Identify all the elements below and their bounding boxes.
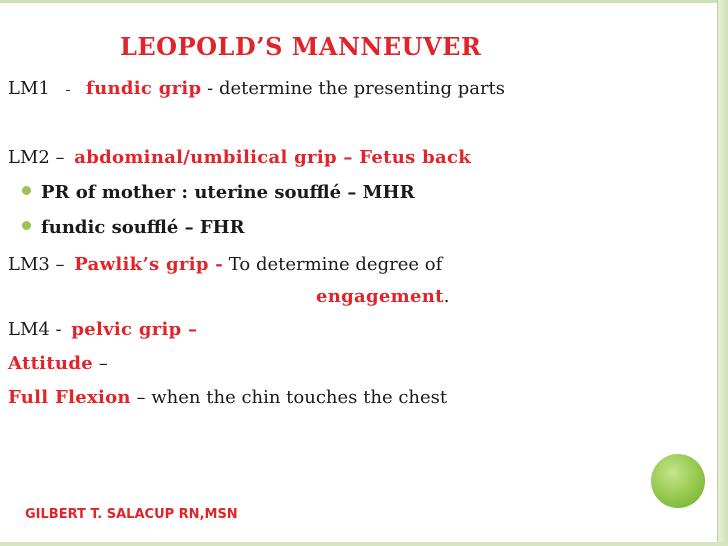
lm3-grip: Pawlik’s grip - (74, 254, 224, 275)
attitude-label: Attitude (8, 353, 93, 374)
flexion-line (8, 387, 447, 409)
lm1-label: LM1 (8, 78, 50, 99)
lm4-grip: pelvic grip – (71, 319, 198, 340)
bullet-text-2: fundic soufflé – FHR (41, 217, 245, 238)
right-border (718, 0, 728, 546)
lm3-engagement: engagement (316, 286, 444, 307)
bullet-dot-icon (22, 221, 31, 230)
lm1-line (8, 78, 505, 101)
bullet-dot-icon (22, 186, 31, 195)
slide-title: LEOPOLD’S MANNEUVER (120, 32, 482, 61)
lm1-separator: - (65, 82, 71, 98)
lm2-grip: abdominal/umbilical grip – Fetus back (74, 147, 471, 168)
bottom-border (0, 542, 728, 546)
lm1-grip: fundic grip (86, 78, 202, 99)
lm3-text: To determine degree of (223, 254, 443, 275)
lm3-label: LM3 – (8, 254, 65, 275)
bullet-item-1 (22, 182, 415, 204)
top-border (0, 0, 728, 3)
lm3-continuation (316, 286, 449, 308)
lm3-period: . (443, 286, 450, 307)
decorative-green-circle (651, 454, 705, 508)
bullet-item-2 (22, 217, 245, 239)
attitude-line (8, 353, 108, 375)
lm4-label: LM4 - (8, 319, 62, 340)
lm3-line (8, 254, 442, 276)
lm2-label: LM2 – (8, 147, 65, 168)
flexion-text: – when the chin touches the chest (130, 387, 448, 408)
author-footer: GILBERT T. SALACUP RN,MSN (25, 507, 238, 522)
lm4-line (8, 319, 197, 341)
flexion-label: Full Flexion (8, 387, 131, 408)
lm2-line (8, 147, 471, 169)
bullet-text-1: PR of mother : uterine soufflé – MHR (41, 182, 415, 203)
lm1-text: - determine the presenting parts (201, 78, 506, 99)
attitude-dash: – (92, 353, 108, 374)
